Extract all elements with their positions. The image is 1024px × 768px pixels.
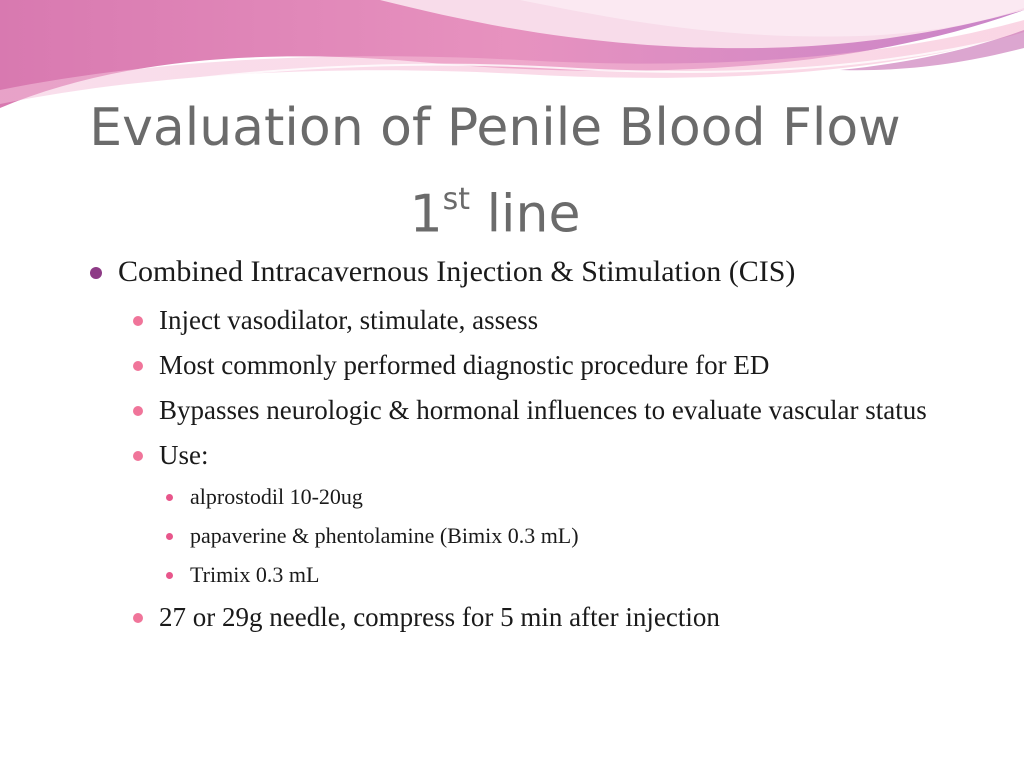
list-item: [88, 437, 968, 474]
list-item-text: Trimix 0.3 mL: [190, 562, 320, 587]
bullet-dot-icon: [133, 613, 143, 623]
list-item-text: alprostodil 10-20ug: [190, 484, 363, 509]
list-item: [88, 521, 968, 551]
list-item-text: Combined Intracavernous Injection & Stimulation (CIS): [118, 255, 796, 288]
bullet-dot-icon: [133, 361, 143, 371]
list-item: [88, 482, 968, 512]
list-item-text: Inject vasodilator, stimulate, assess: [159, 305, 539, 335]
title-line-2: [40, 166, 950, 252]
bullet-dot-icon: [90, 267, 102, 279]
list-item-text: papaverine & phentolamine (Bimix 0.3 mL): [190, 523, 579, 548]
list-item-text: Use:: [159, 440, 209, 470]
bullet-dot-icon: [166, 572, 173, 579]
list-item: [88, 392, 968, 429]
list-item-text: Bypasses neurologic & hormonal influences to evaluate vascular status: [159, 395, 927, 425]
title-superscript: st: [442, 182, 471, 217]
bullet-dot-icon: [133, 316, 143, 326]
bullet-dot-icon: [166, 494, 173, 501]
list-item: [88, 302, 968, 339]
bullet-dot-icon: [166, 533, 173, 540]
bullet-dot-icon: [133, 451, 143, 461]
title-rest: line: [470, 184, 581, 245]
title-line-1: Evaluation of Penile Blood Flow: [89, 98, 901, 158]
list-item-text: 27 or 29g needle, compress for 5 min after injection: [159, 602, 720, 632]
bullet-dot-icon: [133, 406, 143, 416]
list-item: [88, 347, 968, 384]
list-item: [88, 599, 968, 636]
list-item: [88, 252, 968, 292]
bullet-list: [88, 252, 968, 644]
slide-title: [40, 90, 950, 252]
list-item-text: Most commonly performed diagnostic procedure for ED: [159, 350, 770, 380]
title-number: 1: [409, 184, 443, 245]
list-item: [88, 560, 968, 590]
